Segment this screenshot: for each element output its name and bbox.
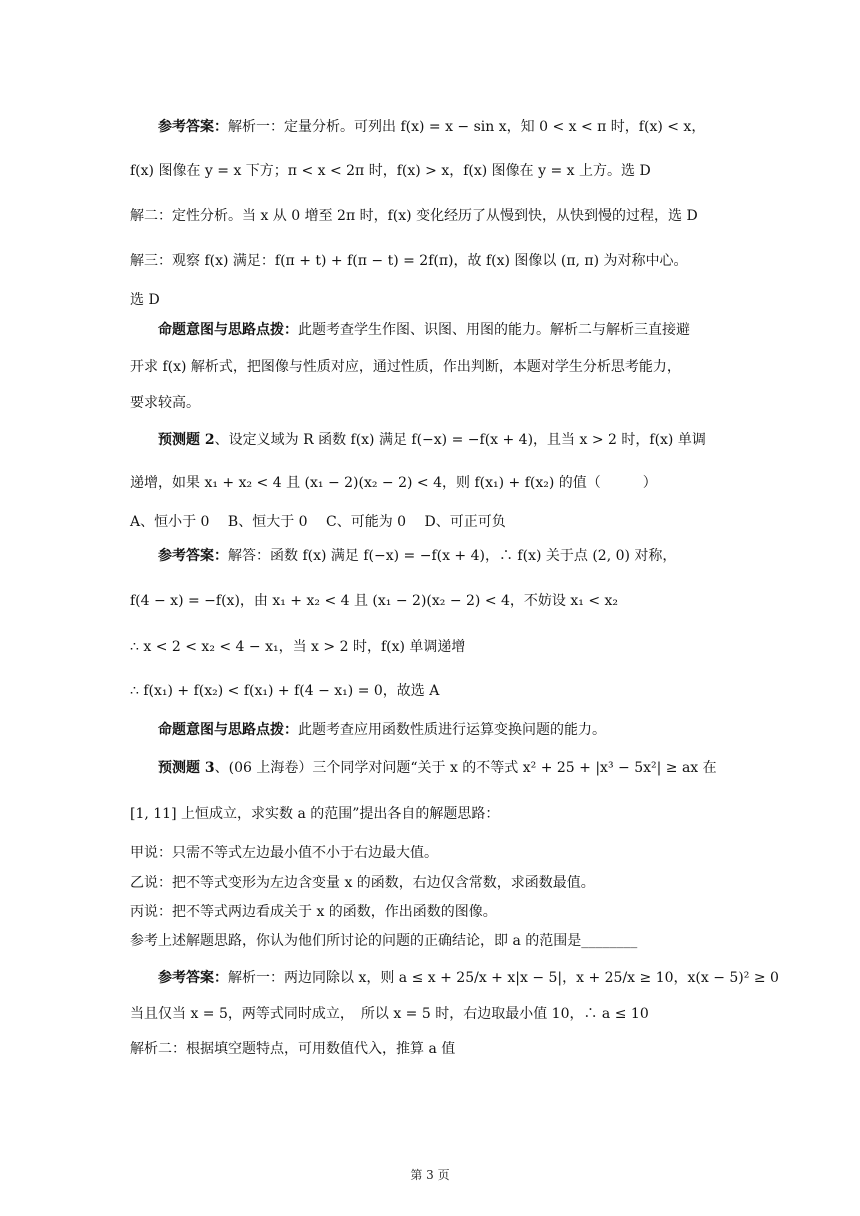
text-line: 乙说：把不等式变形为左边含变量 x 的函数，右边仅含常数，求函数最值。 [130,875,595,891]
text-line: 递增，如果 x₁ + x₂ < 4 且 (x₁ − 2)(x₂ − 2) < 4，则 f(x₁) + f(x₂) 的值（ ） [130,475,657,491]
text-line: 参考答案：解析一：定量分析。可列出 f(x) = x − sin x，知 0 < x < π 时，f(x) < x， [158,119,706,135]
text-line: 参考答案：解析一：两边同除以 x，则 a ≤ x + 25/x + x|x − 5|，x + 25/x ≥ 10，x(x − 5)² ≥ 0 [158,970,779,986]
text-line: 预测题 3、(06 上海卷）三个同学对问题“关于 x 的不等式 x² + 25 + |x³ − 5x²| ≥ ax 在 [158,760,717,776]
text-line: 甲说：只需不等式左边最小值不小于右边最大值。 [130,845,438,861]
text-line: 预测题 2、设定义域为 R 函数 f(x) 满足 f(−x) = −f(x + 4)，且当 x > 2 时，f(x) 单调 [158,432,706,448]
page-number: 第 3 页 [410,1168,450,1182]
text-line: A、恒小于 0 B、恒大于 0 C、可能为 0 D、可正可负 [130,514,506,530]
text-line: 丙说：把不等式两边看成关于 x 的函数，作出函数的图像。 [130,904,497,920]
text-line: 命题意图与思路点拨：此题考查学生作图、识图、用图的能力。解析二与解析三直接避 [158,322,690,338]
text-line: [1, 11] 上恒成立，求实数 a 的范围”提出各自的解题思路： [130,806,500,822]
text-line: ∴ x < 2 < x₂ < 4 − x₁，当 x > 2 时，f(x) 单调递增 [130,639,466,655]
text-line: 选 D [130,292,160,308]
text-line: 参考上述解题思路，你认为他们所讨论的问题的正确结论，即 a 的范围是________ [130,933,638,949]
text-line: f(4 − x) = −f(x)，由 x₁ + x₂ < 4 且 (x₁ − 2)(x₂ − 2) < 4，不妨设 x₁ < x₂ [130,593,619,609]
text-line: 解三：观察 f(x) 满足：f(π + t) + f(π − t) = 2f(π)，故 f(x) 图像以 (π, π) 为对称中心。 [130,253,688,269]
text-line: 解析二：根据填空题特点，可用数值代入，推算 a 值 [130,1041,456,1057]
text-line: 开求 f(x) 解析式，把图像与性质对应，通过性质，作出判断，本题对学生分析思考能力， [130,359,681,375]
text-line: 解二：定性分析。当 x 从 0 增至 2π 时，f(x) 变化经历了从慢到快，从快到慢的过程，选 D [130,208,698,224]
text-line: ∴ f(x₁) + f(x₂) < f(x₁) + f(4 − x₁) = 0，故选 A [130,683,440,699]
text-line: 命题意图与思路点拨：此题考查应用函数性质进行运算变换问题的能力。 [158,722,606,738]
text-line: f(x) 图像在 y = x 下方；π < x < 2π 时，f(x) > x，f(x) 图像在 y = x 上方。选 D [130,163,651,179]
text-line: 要求较高。 [130,395,200,411]
text-line: 参考答案：解答：函数 f(x) 满足 f(−x) = −f(x + 4)，∴ f(x) 关于点 (2, 0) 对称， [158,548,677,564]
text-line: 当且仅当 x = 5，两等式同时成立， 所以 x = 5 时，右边取最小值 10，∴ a ≤ 10 [130,1006,649,1022]
